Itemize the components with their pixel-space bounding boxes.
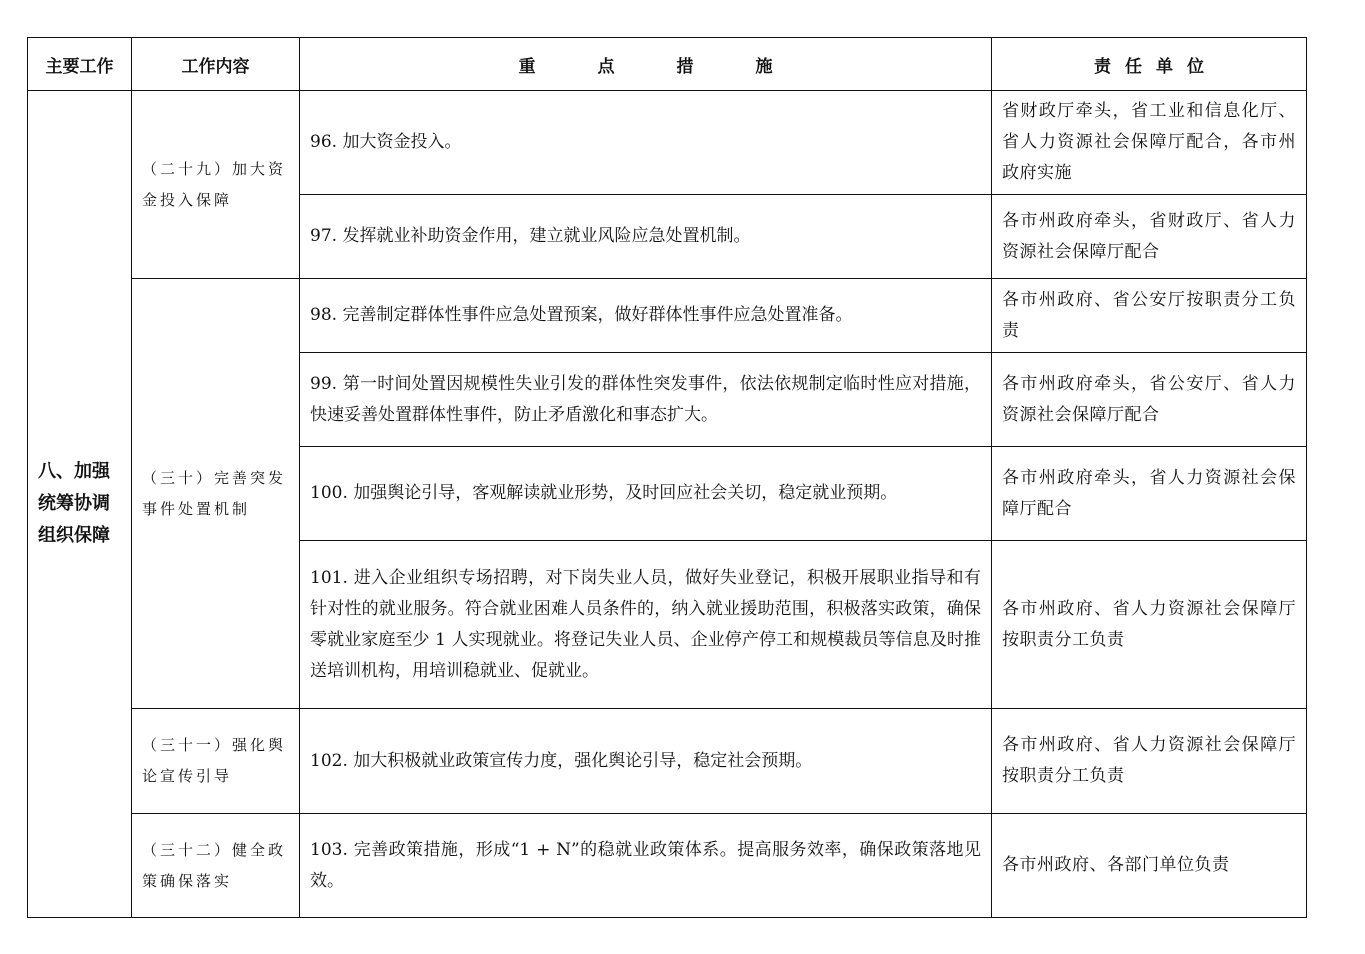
measure-cell: 97. 发挥就业补助资金作用，建立就业风险应急处置机制。 bbox=[300, 195, 992, 279]
unit-cell: 各市州政府、省人力资源社会保障厅按职责分工负责 bbox=[992, 541, 1307, 709]
work-content-cell: （三十一）强化舆论宣传引导 bbox=[132, 709, 300, 814]
unit-cell: 各市州政府、各部门单位负责 bbox=[992, 814, 1307, 918]
measure-cell: 102. 加大积极就业政策宣传力度，强化舆论引导，稳定社会预期。 bbox=[300, 709, 992, 814]
unit-cell: 各市州政府牵头，省人力资源社会保障厅配合 bbox=[992, 447, 1307, 541]
measure-cell: 98. 完善制定群体性事件应急处置预案，做好群体性事件应急处置准备。 bbox=[300, 279, 992, 353]
policy-table bbox=[27, 37, 1307, 918]
measure-cell: 100. 加强舆论引导，客观解读就业形势，及时回应社会关切，稳定就业预期。 bbox=[300, 447, 992, 541]
header-key-measures: 重点措施 bbox=[300, 38, 992, 91]
table-row bbox=[28, 814, 1307, 918]
header-responsible-unit: 责任单位 bbox=[992, 38, 1307, 91]
header-row bbox=[28, 38, 1307, 91]
measure-cell: 96. 加大资金投入。 bbox=[300, 91, 992, 195]
header-work-content: 工作内容 bbox=[132, 38, 300, 91]
measure-cell: 99. 第一时间处置因规模性失业引发的群体性突发事件，依法依规制定临时性应对措施，快速妥善处置群体性事件，防止矛盾激化和事态扩大。 bbox=[300, 353, 992, 447]
main-work-cell: 八、加强统筹协调组织保障 bbox=[28, 91, 132, 918]
unit-cell: 各市州政府、省公安厅按职责分工负责 bbox=[992, 279, 1307, 353]
work-content-cell: （二十九）加大资金投入保障 bbox=[132, 91, 300, 279]
table-row bbox=[28, 91, 1307, 195]
measure-cell: 103. 完善政策措施，形成“1 + N”的稳就业政策体系。提高服务效率，确保政策落地见效。 bbox=[300, 814, 992, 918]
unit-cell: 各市州政府、省人力资源社会保障厅按职责分工负责 bbox=[992, 709, 1307, 814]
unit-cell: 各市州政府牵头，省财政厅、省人力资源社会保障厅配合 bbox=[992, 195, 1307, 279]
unit-cell: 省财政厅牵头，省工业和信息化厅、省人力资源社会保障厅配合，各市州政府实施 bbox=[992, 91, 1307, 195]
unit-cell: 各市州政府牵头，省公安厅、省人力资源社会保障厅配合 bbox=[992, 353, 1307, 447]
work-content-cell: （三十）完善突发事件处置机制 bbox=[132, 279, 300, 709]
work-content-cell: （三十二）健全政策确保落实 bbox=[132, 814, 300, 918]
measure-cell: 101. 进入企业组织专场招聘，对下岗失业人员，做好失业登记，积极开展职业指导和有针对性的就业服务。符合就业困难人员条件的，纳入就业援助范围，积极落实政策，确保零就业家庭至少 1 人实现就业。将登记失业人员、企业停产停工和规模裁员等信息及时推送培训机构，用培训稳就业、促就业。 bbox=[300, 541, 992, 709]
header-main-work: 主要工作 bbox=[28, 38, 132, 91]
table-row bbox=[28, 279, 1307, 353]
table-row bbox=[28, 709, 1307, 814]
